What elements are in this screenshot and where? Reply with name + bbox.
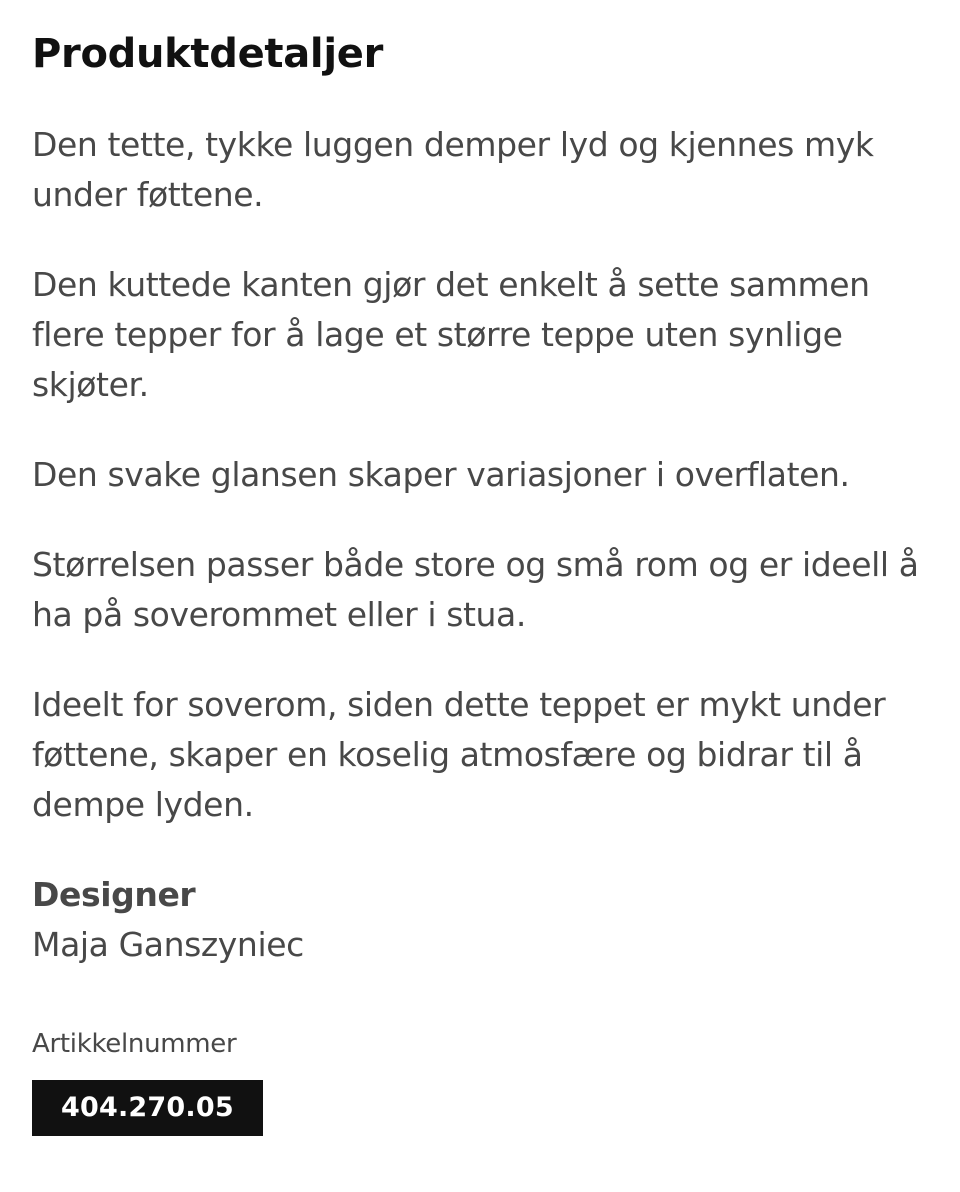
product-description	[32, 120, 928, 830]
designer-name: Maja Ganszyniec	[32, 925, 304, 964]
article-number-section	[32, 1024, 928, 1136]
description-paragraph: Ideelt for soverom, siden dette teppet er mykt under føttene, skaper en koselig atmosfære og bidrar til å dempe lyden.	[32, 685, 886, 824]
article-number-badge[interactable]: 404.270.05	[32, 1080, 263, 1136]
designer-label: Designer	[32, 875, 196, 914]
designer-info	[32, 870, 928, 970]
description-paragraph: Den kuttede kanten gjør det enkelt å sette sammen flere tepper for å lage et større teppe uten synlige skjøter.	[32, 265, 870, 404]
description-paragraph: Den tette, tykke luggen demper lyd og kjennes myk under føttene.	[32, 125, 874, 214]
article-number-label: Artikkelnummer	[32, 1029, 237, 1059]
description-paragraph: Størrelsen passer både store og små rom og er ideell å ha på soverommet eller i stua.	[32, 545, 919, 634]
product-details-section	[32, 24, 928, 1136]
section-title: Produktdetaljer	[32, 31, 384, 77]
description-paragraph: Den svake glansen skaper variasjoner i overflaten.	[32, 455, 850, 494]
